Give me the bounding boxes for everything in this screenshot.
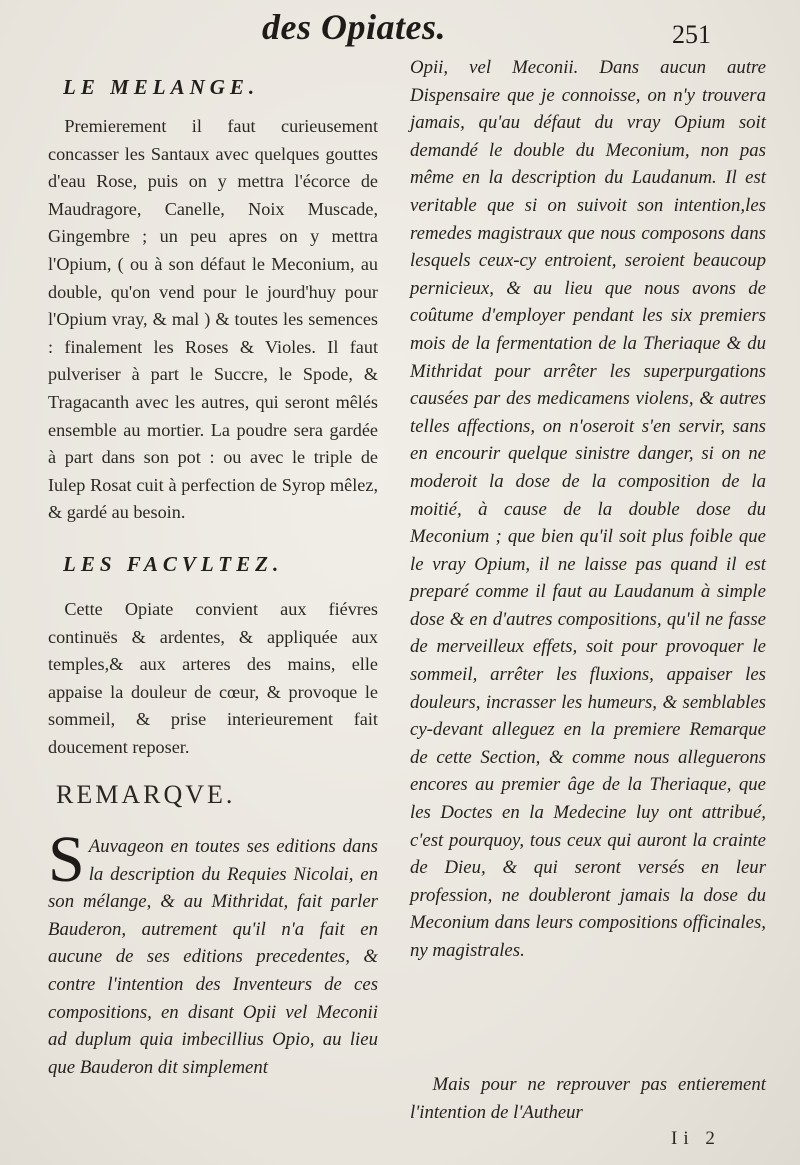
remarque-heading: REMARQVE. — [56, 780, 236, 809]
facultez-paragraph: Cette Opiate convient aux fiévres continuës & ardentes, & appliquée aux temples,& aux arteres des mains, elle appaise la douleur de cœur, & provoque le sommeil, & prise interieurement fait doucement reposer. — [48, 599, 378, 757]
melange-heading: LE MELANGE. — [63, 75, 260, 99]
facultez-heading: LES FACVLTEZ. — [63, 552, 284, 576]
running-head — [0, 6, 800, 56]
running-title: des Opiates. — [262, 7, 446, 47]
drop-cap: S — [48, 823, 85, 896]
right-paragraph-2: Mais pour ne reprouver pas entierement l'intention de l'Autheur — [410, 1074, 766, 1123]
right-paragraph-1: Opii, vel Meconii. Dans aucun autre Dispensaire que je connoisse, on n'y trouvera jamais, qu'au défaut du vray Opium soit demandé le double du Meconium, non pas même en la description du Laudanum. Il est veritable que si on suivoit son intention,les remedes magistraux que nous composons dans lesquels ceux-cy entroient, seroient beaucoup pernicieux, & au lieu que nous avons de coûtume d'employer pendant les six premiers mois de la fermentation de la Theriaque & du Mithridat pour arrêter les superpurgations causées par des medicamens violens, & autres telles affections, on n'oseroit s'en servir, sans en encourir quelque sinistre danger, si on ne moderoit la dose de la composition de la moitié, à cause de la double dose du Meconium ; que bien qu'il soit plus foible que le vray Opium, il ne laisse pas quand il est preparé comme il faut au Laudanum à simple dose & en d'autres compositions, qu'il ne fasse de merveilleux effets, soit pour provoquer le sommeil, arrêter les fluxions, appaiser les douleurs, incrasser les humeurs, & semblables cy-devant alleguez en la premiere Remarque de cette Section, & comme nous alleguerons encores au premier âge de la Theriaque, que les Doctes en la Medecine luy ont attribué, c'est pourquoy, tous ceux qui auront la crainte de Dieu, & qui seront versés en leur profession, ne doubleront jamais la dose du Meconium dans leurs compositions officinales, ny magistrales. — [410, 57, 766, 961]
remarque-text: Auvageon en toutes ses editions dans la description du Requies Nicolai, en son mélange, & au Mithridat, fait parler Bauderon, autrement qu'il n'a fait en aucune de ses editions precedentes, & contre l'intention des Inventeurs de ces compositions, en disant Opii vel Meconii ad duplum quia imbecillius Opio, au lieu que Bauderon dit simplement — [48, 836, 378, 1078]
signature-mark: Ii 2 — [671, 1128, 721, 1149]
remarque-paragraph — [48, 823, 378, 1081]
melange-paragraph: Premierement il faut curieusement concasser les Santaux avec quelques gouttes d'eau Rose, puis on y mettra l'écorce de Maudragore, Canelle, Noix Muscade, Gingembre ; un peu apres on y mettra l'Opium, ( ou à son défaut le Meconium, au double, qu'on vend pour le jourd'huy pour l'Opium vray, & mal ) & toutes les semences : finalement les Roses & Violes. Il faut pulveriser à part le Succre, le Spode, & Tragacanth avec les autres, qui seront mêlés ensemble au mortier. La poudre sera gardée à part dans son pot : ou avec le triple de Iulep Rosat cuit à perfection de Syrop mêlez, & gardé au besoin. — [48, 116, 378, 523]
page-number: 251 — [672, 20, 711, 49]
